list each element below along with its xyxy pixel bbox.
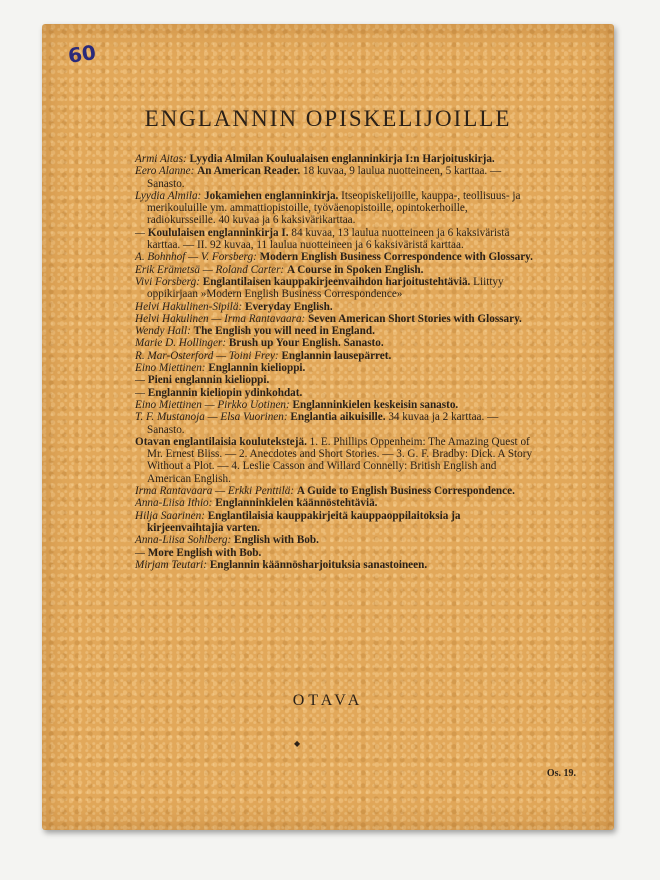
book-entry [135, 264, 535, 276]
entry-title: An American Reader. [197, 165, 301, 178]
book-list [135, 153, 535, 571]
book-entry [135, 534, 535, 546]
entry-detail: 34 kuvaa ja 2 karttaa. — Sanasto. [147, 411, 499, 436]
entry-author: Mirjam Teutari: [135, 558, 210, 571]
entry-detail: Liittyy oppikirjaan »Modern English Business Correspondence» [147, 275, 504, 301]
entry-title: Pieni englannin kielioppi. [147, 374, 270, 387]
entry-author: R. Mar-Osterford — Toini Frey: [135, 349, 282, 362]
book-back-cover [42, 24, 614, 830]
entry-author: Eino Miettinen — Pirkko Uotinen: [135, 398, 293, 411]
entry-author: Anna-Liisa Sohlberg: [135, 534, 235, 547]
entry-author: A. Bohnhof — V. Forsberg: [135, 251, 260, 264]
handwritten-price-note: 60 [66, 40, 98, 68]
entry-detail: 1. E. Phillips Oppenheim: The Amazing Quest of Mr. Ernest Bliss. — 2. Anecdotes and Short Stories. — 3. G. F. Bradby: Dick. A Story Without a Plot. — 4. Leslie Casson and Willard Connelly: British English and American English. [147, 435, 533, 485]
book-entry [135, 485, 535, 497]
entry-author: Erik Erämetsä — Roland Carter: [135, 263, 287, 276]
book-entry [135, 325, 535, 337]
entry-author: — [135, 226, 148, 239]
entry-author: Helvi Hakulinen-Sipilä: [135, 300, 245, 313]
entry-title: More English with Bob. [147, 546, 262, 559]
entry-title: Everyday English. [244, 300, 333, 313]
entry-author: Wendy Hall: [135, 325, 194, 338]
entry-title: Modern English Business Correspondence with Glossary. [259, 251, 533, 264]
entry-author: Lyydia Almila: [135, 189, 205, 202]
ornament-diamond-icon: ◆ [294, 739, 301, 748]
entry-author: — [135, 546, 148, 559]
entry-author: Eero Alanne: [135, 165, 198, 178]
book-entry [135, 387, 535, 399]
series-code: Os. 19. [546, 768, 576, 779]
entry-author: Marie D. Hollinger: [135, 337, 229, 350]
book-entry [135, 313, 535, 325]
book-entry [135, 547, 535, 559]
entry-author: Anna-Liisa Ithio: [135, 497, 216, 510]
book-entry [135, 497, 535, 509]
book-entry [135, 399, 535, 411]
book-entry [135, 190, 535, 227]
entry-author: — [135, 386, 148, 399]
book-entry [135, 350, 535, 362]
book-entry [135, 559, 535, 571]
book-entry [135, 153, 535, 165]
entry-title: Englannin kieliopin ydinkohdat. [147, 386, 303, 399]
entry-title: Seven American Short Stories with Glossary. [308, 312, 522, 325]
entry-detail: Itseopiskelijoille, kauppa-, teollisuus- ja merikouluille ym. ammattiopistoille, työväenopistoille, opintokerhoille, radiokursseille. 40 kuvaa ja 6 kaksivärikarttaa. [147, 189, 521, 227]
entry-title: Jokamiehen englanninkirja. [204, 189, 339, 202]
book-entry [135, 301, 535, 313]
entry-title: The English you will need in England. [193, 325, 375, 338]
entry-author: Irma Rantavaara — Erkki Penttilä: [135, 485, 297, 498]
book-entry [135, 374, 535, 386]
entry-author: T. F. Mustanoja — Elsa Vuorinen: [135, 411, 291, 424]
book-entry [135, 251, 535, 263]
entry-author: Armi Aitas: [135, 153, 190, 165]
entry-author: Vivi Forsberg: [135, 275, 203, 288]
entry-author: Hilja Saarinen: [135, 509, 208, 522]
entry-title: Englannin käännösharjoituksia sanastoineen. [209, 558, 428, 571]
entry-title: English with Bob. [234, 534, 319, 547]
book-entry [135, 510, 535, 535]
entry-title: Brush up Your English. Sanasto. [228, 337, 384, 350]
entry-author: Helvi Hakulinen — Irma Rantavaara: [135, 312, 309, 325]
book-entry [135, 362, 535, 374]
entry-title: Englannin lausepärret. [281, 349, 392, 362]
entry-title: A Course in Spoken English. [286, 263, 424, 276]
book-entry [135, 411, 535, 436]
entry-title: Englanninkielen keskeisin sanasto. [292, 398, 459, 411]
entry-detail: 84 kuvaa, 13 laulua nuotteineen ja 6 kaksiväristä karttaa. — II. 92 kuvaa, 11 laulua nuotteineen ja 6 kaksiväristä karttaa. [147, 226, 510, 252]
entry-author: — [135, 374, 148, 387]
entry-detail: 18 kuvaa, 9 laulua nuotteineen, 5 karttaa. — Sanasto. [147, 165, 502, 190]
entry-title: Otavan englantilaisia koulutekstejä. [135, 435, 307, 448]
entry-title: A Guide to English Business Correspondence. [296, 485, 515, 498]
entry-title: Lyydia Almilan Koulualaisen englanninkirja I:n Harjoituskirja. [189, 153, 495, 165]
book-entry [135, 436, 535, 485]
entry-title: Englantia aikuisille. [290, 411, 386, 424]
entry-title: Englannin kielioppi. [208, 362, 306, 375]
book-entry [135, 165, 535, 190]
publisher-name: OTAVA [292, 692, 364, 709]
book-entry [135, 276, 535, 301]
book-entry [135, 337, 535, 349]
entry-title: Englantilaisen kauppakirjeenvaihdon harjoitustehtäviä. [202, 275, 471, 288]
entry-title: Koululaisen englanninkirja I. [147, 226, 289, 239]
entry-author: Eino Miettinen: [135, 362, 209, 375]
entry-title: Englantilaisia kauppakirjeitä kauppaoppilaitoksia ja kirjeenvaihtajia varten. [147, 509, 461, 534]
entry-title: Englanninkielen käännöstehtäviä. [215, 497, 378, 510]
book-entry [135, 227, 535, 252]
page-title: ENGLANNIN OPISKELIJOILLE [144, 106, 512, 131]
